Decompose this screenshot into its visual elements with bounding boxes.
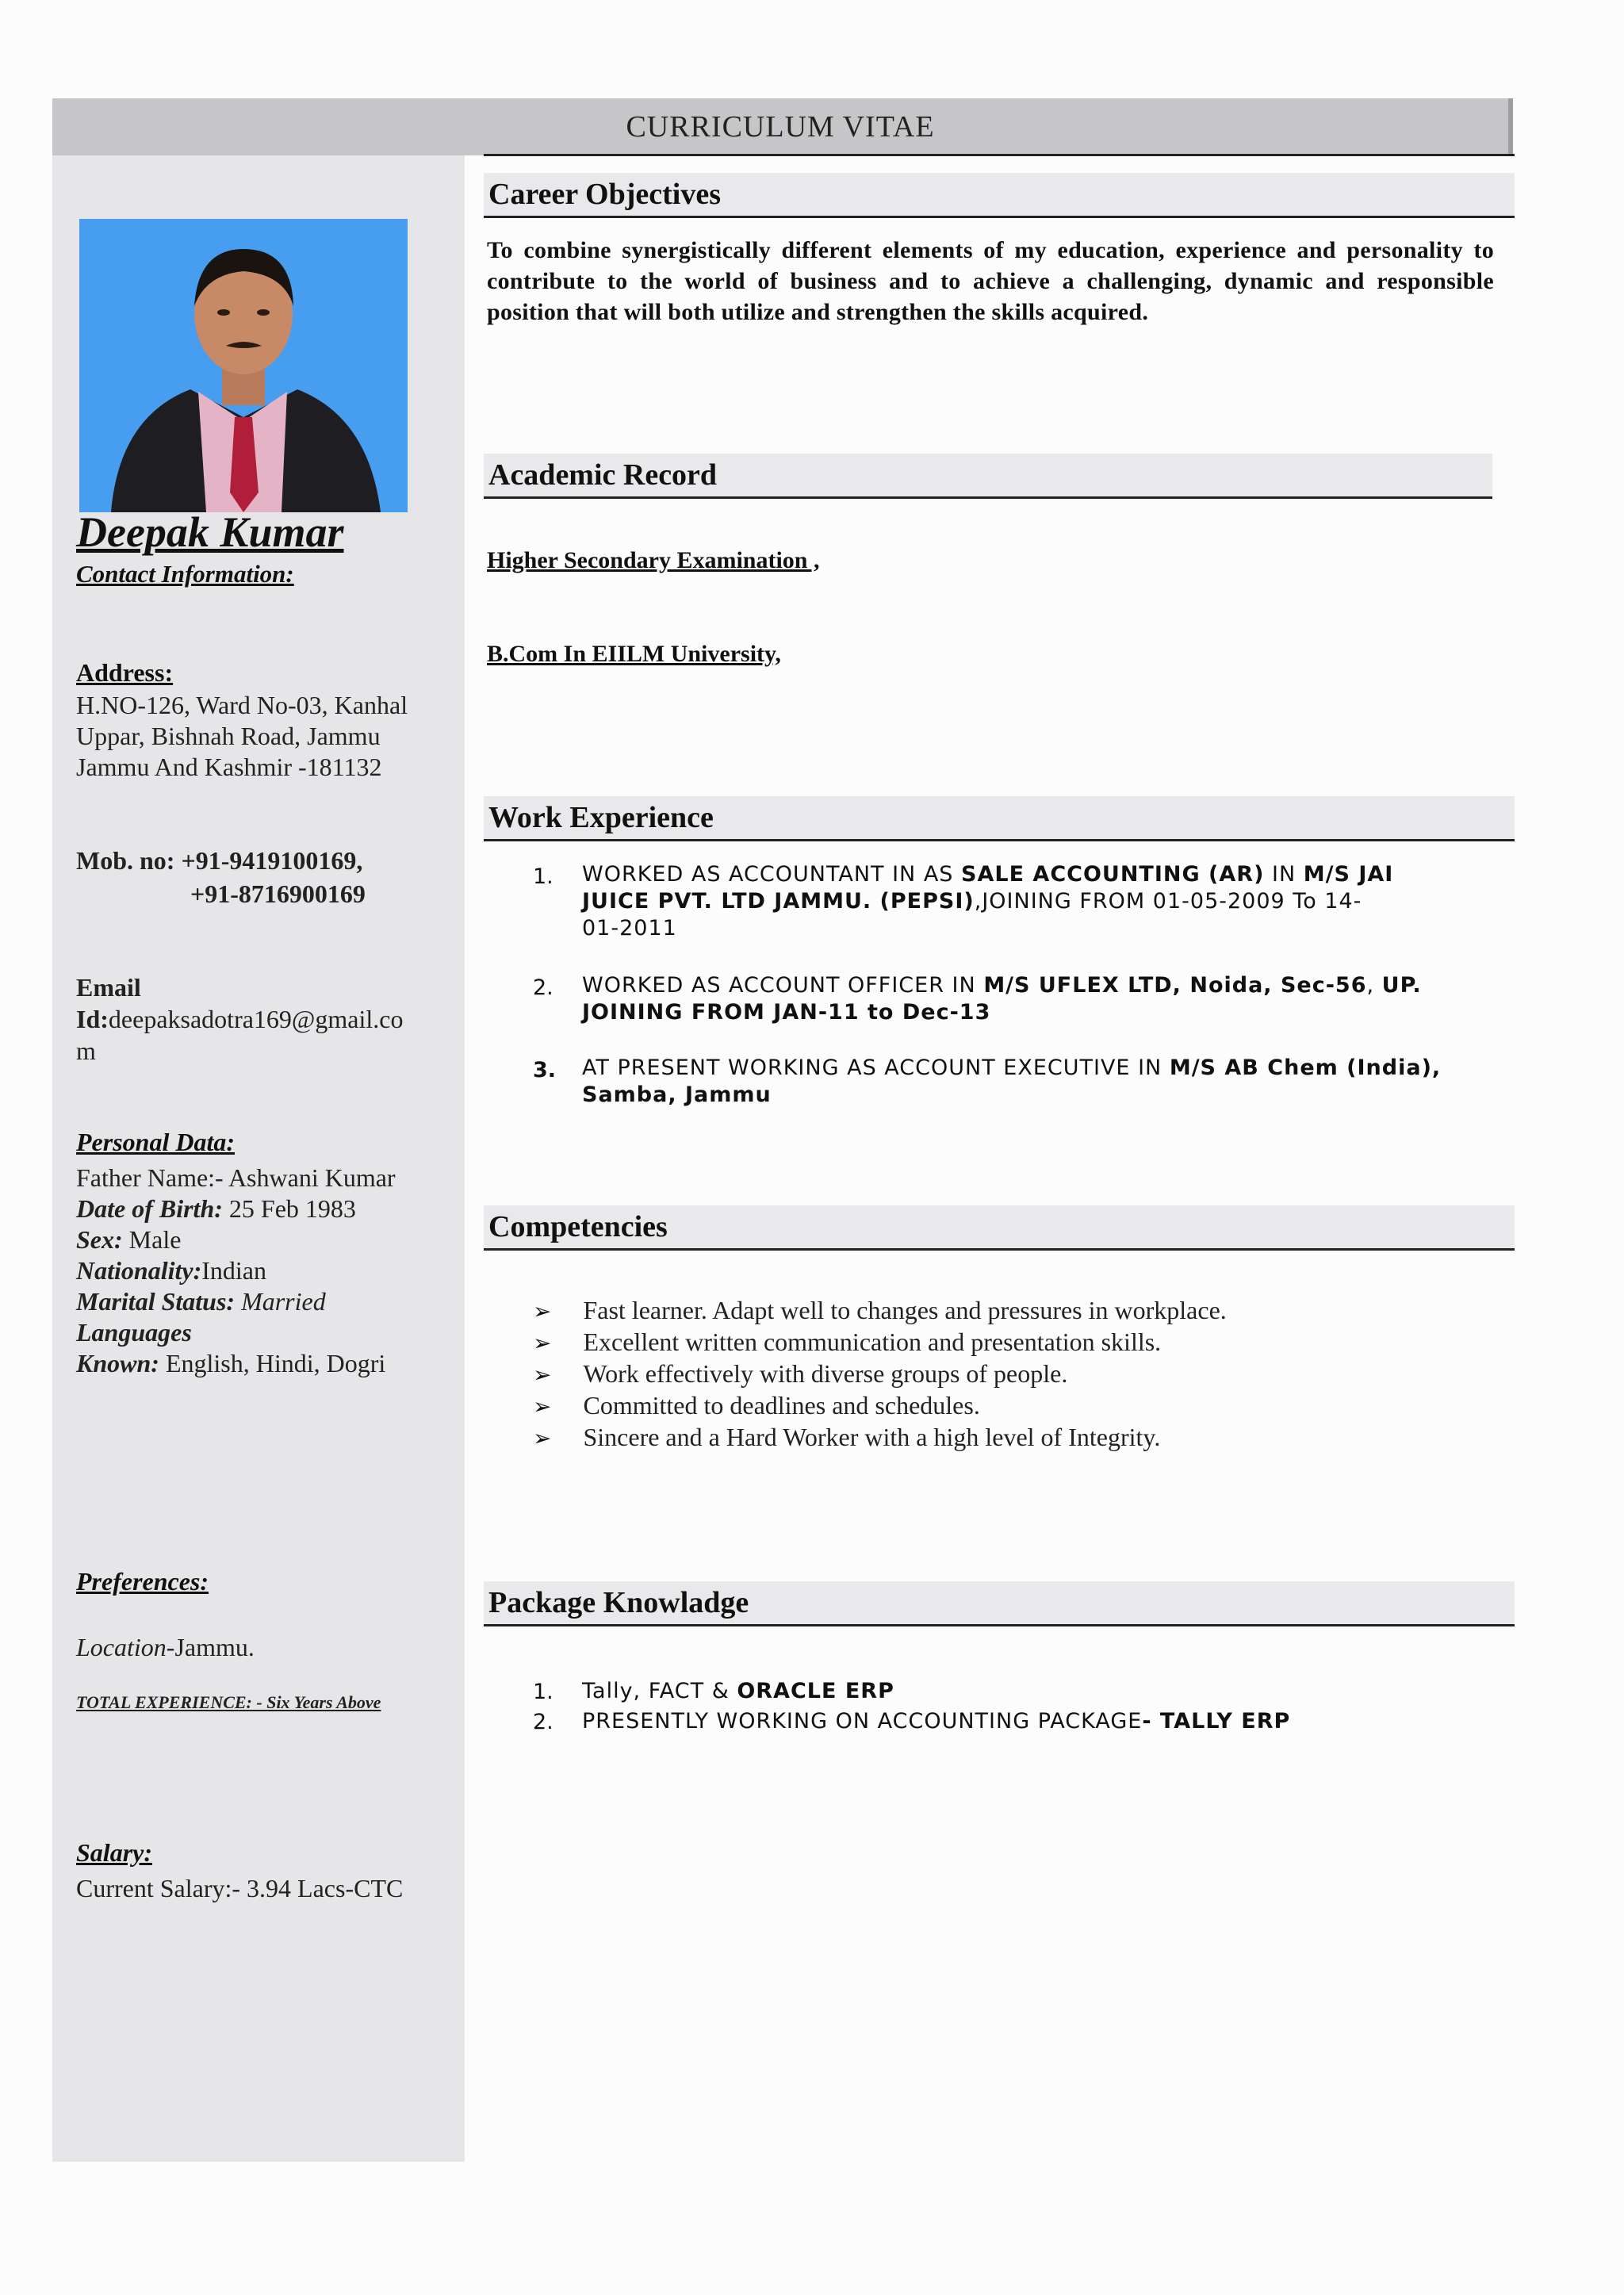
address-heading: Address: bbox=[76, 658, 174, 687]
salary-heading: Salary: bbox=[76, 1838, 152, 1867]
address-block bbox=[76, 690, 441, 783]
email-label: Email bbox=[76, 973, 141, 1002]
package-knowledge-title: Package Knowladge bbox=[488, 1586, 749, 1619]
list-item: ➢ Fast learner. Adapt well to changes and pressures in workplace. bbox=[533, 1296, 1227, 1324]
career-objectives-title: Career Objectives bbox=[488, 178, 721, 211]
address-line: Uppar, Bishnah Road, Jammu bbox=[76, 722, 381, 750]
marital-status: Marital Status: Married bbox=[76, 1287, 326, 1316]
address-line: H.NO-126, Ward No-03, Kanhal bbox=[76, 691, 408, 719]
career-objectives-text: To combine synergistically different elements of my education, experience and personality to contribute to the world of business and to achieve a challenging, dynamic and responsible position that will both utilize and strengthen the skills acquired. bbox=[487, 237, 1494, 325]
mobile-label: Mob. no: bbox=[76, 846, 175, 875]
arrow-bullet-icon: ➢ bbox=[533, 1362, 552, 1388]
location-label: Location- bbox=[76, 1633, 175, 1661]
arrow-bullet-icon: ➢ bbox=[533, 1393, 552, 1420]
work-item-3: AT PRESENT WORKING AS ACCOUNT EXECUTIVE IN M/S AB Chem (India), Samba, Jammu bbox=[582, 1056, 1442, 1107]
academic-item-hse: Higher Secondary Examination , bbox=[487, 547, 820, 573]
work-item-number: 2. bbox=[533, 975, 553, 1000]
languages-label: Languages bbox=[76, 1318, 192, 1347]
email-id-label: Id: bbox=[76, 1005, 109, 1033]
package-item-number: 2. bbox=[533, 1710, 553, 1734]
work-item-1: WORKED AS ACCOUNTANT IN AS SALE ACCOUNTING (AR) IN M/S JAI JUICE PVT. LTD JAMMU. (PEPSI),JOINING FROM 01-05-2009 To 14- 01-2011 bbox=[582, 862, 1394, 941]
father-name: Father Name:- Ashwani Kumar bbox=[76, 1163, 396, 1192]
package-item-number: 1. bbox=[533, 1680, 553, 1704]
location-line bbox=[76, 1632, 255, 1663]
academic-item-bcom: B.Com In EIILM University, bbox=[487, 641, 781, 667]
academic-record-title: Academic Record bbox=[488, 458, 718, 492]
work-item-2: WORKED AS ACCOUNT OFFICER IN M/S UFLEX LTD, Noida, Sec-56, UP. JOINING FROM JAN-11 to Dec-13 bbox=[582, 973, 1422, 1025]
work-item-number: 3. bbox=[533, 1058, 557, 1082]
location-value: Jammu. bbox=[174, 1633, 255, 1661]
email-value: deepaksadotra169@gmail.co bbox=[108, 1005, 404, 1033]
nationality: Nationality:Indian bbox=[76, 1256, 266, 1285]
mobile-number-2: +91-8716900169 bbox=[190, 879, 366, 908]
address-line: Jammu And Kashmir -181132 bbox=[76, 753, 382, 781]
personal-data bbox=[76, 1163, 449, 1379]
personal-data-heading: Personal Data: bbox=[76, 1128, 235, 1156]
arrow-bullet-icon: ➢ bbox=[533, 1330, 552, 1356]
mobile-line-1 bbox=[76, 845, 362, 876]
competencies-list bbox=[533, 1294, 1227, 1453]
package-item-2: PRESENTLY WORKING ON ACCOUNTING PACKAGE- TALLY ERP bbox=[582, 1709, 1291, 1734]
competencies-title: Competencies bbox=[488, 1210, 668, 1243]
arrow-bullet-icon: ➢ bbox=[533, 1298, 552, 1324]
candidate-name: Deepak Kumar bbox=[76, 508, 344, 556]
email-value-cont: m bbox=[76, 1036, 96, 1065]
package-item-1: Tally, FACT & ORACLE ERP bbox=[582, 1679, 894, 1703]
list-item: ➢ Excellent written communication and presentation skills. bbox=[533, 1328, 1162, 1356]
profile-photo bbox=[79, 219, 408, 512]
list-item: ➢ Committed to deadlines and schedules. bbox=[533, 1391, 980, 1420]
document-title: CURRICULUM VITAE bbox=[626, 110, 935, 144]
arrow-bullet-icon: ➢ bbox=[533, 1425, 552, 1451]
total-experience: TOTAL EXPERIENCE: - Six Years Above bbox=[76, 1692, 381, 1712]
header-bar-edge bbox=[1508, 98, 1513, 155]
sex: Sex: Male bbox=[76, 1225, 182, 1254]
mobile-number-1: +91-9419100169, bbox=[181, 846, 363, 875]
list-item: ➢ Sincere and a Hard Worker with a high level of Integrity. bbox=[533, 1423, 1161, 1451]
languages-known: Known: English, Hindi, Dogri bbox=[76, 1349, 386, 1377]
current-salary: Current Salary:- 3.94 Lacs-CTC bbox=[76, 1874, 404, 1902]
work-item-number: 1. bbox=[533, 864, 553, 889]
preferences-heading: Preferences: bbox=[76, 1567, 209, 1596]
work-experience-title: Work Experience bbox=[488, 801, 714, 834]
email-line bbox=[76, 1004, 403, 1035]
list-item: ➢ Work effectively with diverse groups of people. bbox=[533, 1359, 1068, 1388]
contact-heading: Contact Information: bbox=[76, 560, 294, 588]
person-icon bbox=[79, 219, 408, 512]
date-of-birth: Date of Birth: 25 Feb 1983 bbox=[76, 1194, 356, 1223]
